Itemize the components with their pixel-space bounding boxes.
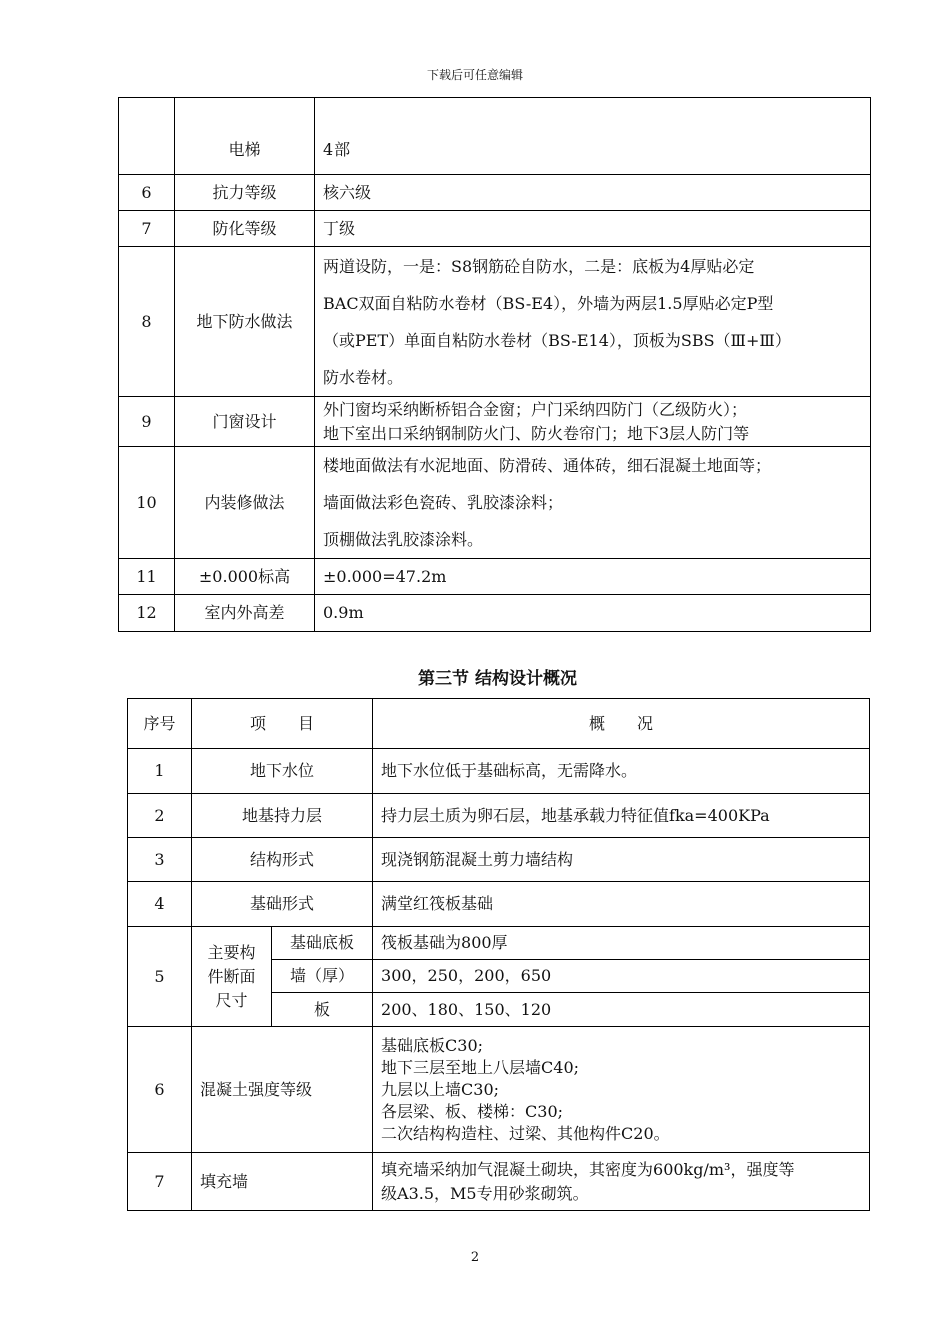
row-desc: 现浇钢筋混凝土剪力墙结构 [373, 838, 870, 882]
row-item: 地下水位 [192, 749, 373, 794]
table-row [128, 1027, 870, 1153]
table-row [128, 1153, 870, 1211]
row-desc [315, 447, 871, 559]
row-desc [315, 247, 871, 397]
sub-item: 墙（厚） [272, 960, 373, 993]
table-header-row [128, 699, 870, 749]
building-overview-table [118, 97, 871, 632]
row-item: 门窗设计 [175, 397, 315, 447]
header-desc: 概 况 [373, 699, 870, 749]
row-group-label [192, 927, 272, 1027]
table-row [119, 175, 871, 211]
header-no: 序号 [128, 699, 192, 749]
table-row [128, 882, 870, 927]
sub-item: 基础底板 [272, 927, 373, 960]
row-item: 内装修做法 [175, 447, 315, 559]
row-desc [373, 1027, 870, 1153]
row-item: 室内外高差 [175, 595, 315, 632]
desc-line: 各层梁、板、楼梯：C30; [381, 1101, 564, 1121]
row-desc: 核六级 [315, 175, 871, 211]
desc-line: 级A3.5，M5专用砂浆砌筑。 [381, 1183, 589, 1203]
table-row [119, 397, 871, 447]
table-row [119, 559, 871, 595]
row-desc: 丁级 [315, 211, 871, 247]
desc-line: 基础底板C30; [381, 1035, 484, 1055]
desc-line: 楼地面做法有水泥地面、防滑砖、通体砖，细石混凝土地面等； [323, 456, 772, 475]
table-row [119, 247, 871, 397]
table-row [119, 211, 871, 247]
row-number: 11 [119, 559, 175, 595]
table-row [128, 749, 870, 794]
row-number: 7 [128, 1153, 192, 1211]
row-desc: ±0.000=47.2m [315, 559, 871, 595]
row-desc: 4部 [315, 98, 871, 175]
row-desc [315, 397, 871, 447]
table-row [128, 927, 870, 960]
row-number: 3 [128, 838, 192, 882]
desc-line: 填充墙采纳加气混凝土砌块，其密度为600kg/m³，强度等 [381, 1159, 795, 1179]
header-item: 项 目 [192, 699, 373, 749]
group-line: 主要构 [207, 942, 256, 962]
desc-line: 九层以上墙C30; [381, 1079, 500, 1099]
desc-line: 二次结构构造柱、过梁、其他构件C20。 [381, 1123, 670, 1143]
desc-line: （或PET）单面自粘防水卷材（BS-E14），顶板为SBS（Ⅲ+Ⅲ） [323, 330, 791, 350]
row-item: 基础形式 [192, 882, 373, 927]
row-number: 9 [119, 397, 175, 447]
row-number: 6 [128, 1027, 192, 1153]
structure-design-table [127, 698, 870, 1211]
row-item: 电梯 [175, 98, 315, 175]
row-number: 1 [128, 749, 192, 794]
row-desc: 满堂红筏板基础 [373, 882, 870, 927]
row-number: 7 [119, 211, 175, 247]
desc-line: 墙面做法彩色瓷砖、乳胶漆涂料； [323, 493, 564, 512]
row-desc: 持力层土质为卵石层，地基承载力特征值fka=400KPa [373, 794, 870, 838]
row-item: 抗力等级 [175, 175, 315, 211]
row-item: 防化等级 [175, 211, 315, 247]
row-desc: 0.9m [315, 595, 871, 632]
desc-line: 地下三层至地上八层墙C40; [381, 1057, 580, 1077]
table-row [128, 794, 870, 838]
row-item: 填充墙 [192, 1153, 373, 1211]
row-number: 4 [128, 882, 192, 927]
row-item: 混凝土强度等级 [192, 1027, 373, 1153]
row-number: 6 [119, 175, 175, 211]
row-item: 地下防水做法 [175, 247, 315, 397]
row-item: ±0.000标高 [175, 559, 315, 595]
group-line: 件断面 [207, 966, 256, 986]
row-desc [373, 1153, 870, 1211]
row-item: 地基持力层 [192, 794, 373, 838]
desc-line: 两道设防，一是：S8钢筋砼自防水，二是：底板为4厚贴必定 [323, 256, 755, 276]
row-number [119, 98, 175, 175]
group-line: 尺寸 [215, 990, 248, 1010]
desc-line: 防水卷材。 [323, 367, 404, 387]
sub-desc: 200、180、150、120 [373, 993, 870, 1027]
page-number: 2 [470, 1250, 480, 1265]
row-item: 结构形式 [192, 838, 373, 882]
row-number: 5 [128, 927, 192, 1027]
desc-line: 顶棚做法乳胶漆涂料。 [323, 530, 484, 549]
sub-item: 板 [272, 993, 373, 1027]
desc-line: 外门窗均采纳断桥铝合金窗；户门采纳四防门（乙级防火）； [323, 399, 748, 419]
row-number: 8 [119, 247, 175, 397]
row-desc: 地下水位低于基础标高，无需降水。 [373, 749, 870, 794]
sub-desc: 筏板基础为800厚 [373, 927, 870, 960]
desc-line: BAC双面自粘防水卷材（BS-E4），外墙为两层1.5厚贴必定P型 [323, 293, 774, 313]
header-note: 下载后可任意编辑 [426, 68, 523, 82]
sub-desc: 300，250，200，650 [373, 960, 870, 993]
section-title: 第三节 结构设计概况 [418, 669, 577, 689]
table-row [128, 838, 870, 882]
row-number: 2 [128, 794, 192, 838]
table-row [119, 447, 871, 559]
row-number: 12 [119, 595, 175, 632]
row-number: 10 [119, 447, 175, 559]
table-row [119, 595, 871, 632]
table-row [119, 98, 871, 175]
desc-line: 地下室出口采纳钢制防火门、防火卷帘门；地下3层人防门等 [323, 423, 750, 443]
